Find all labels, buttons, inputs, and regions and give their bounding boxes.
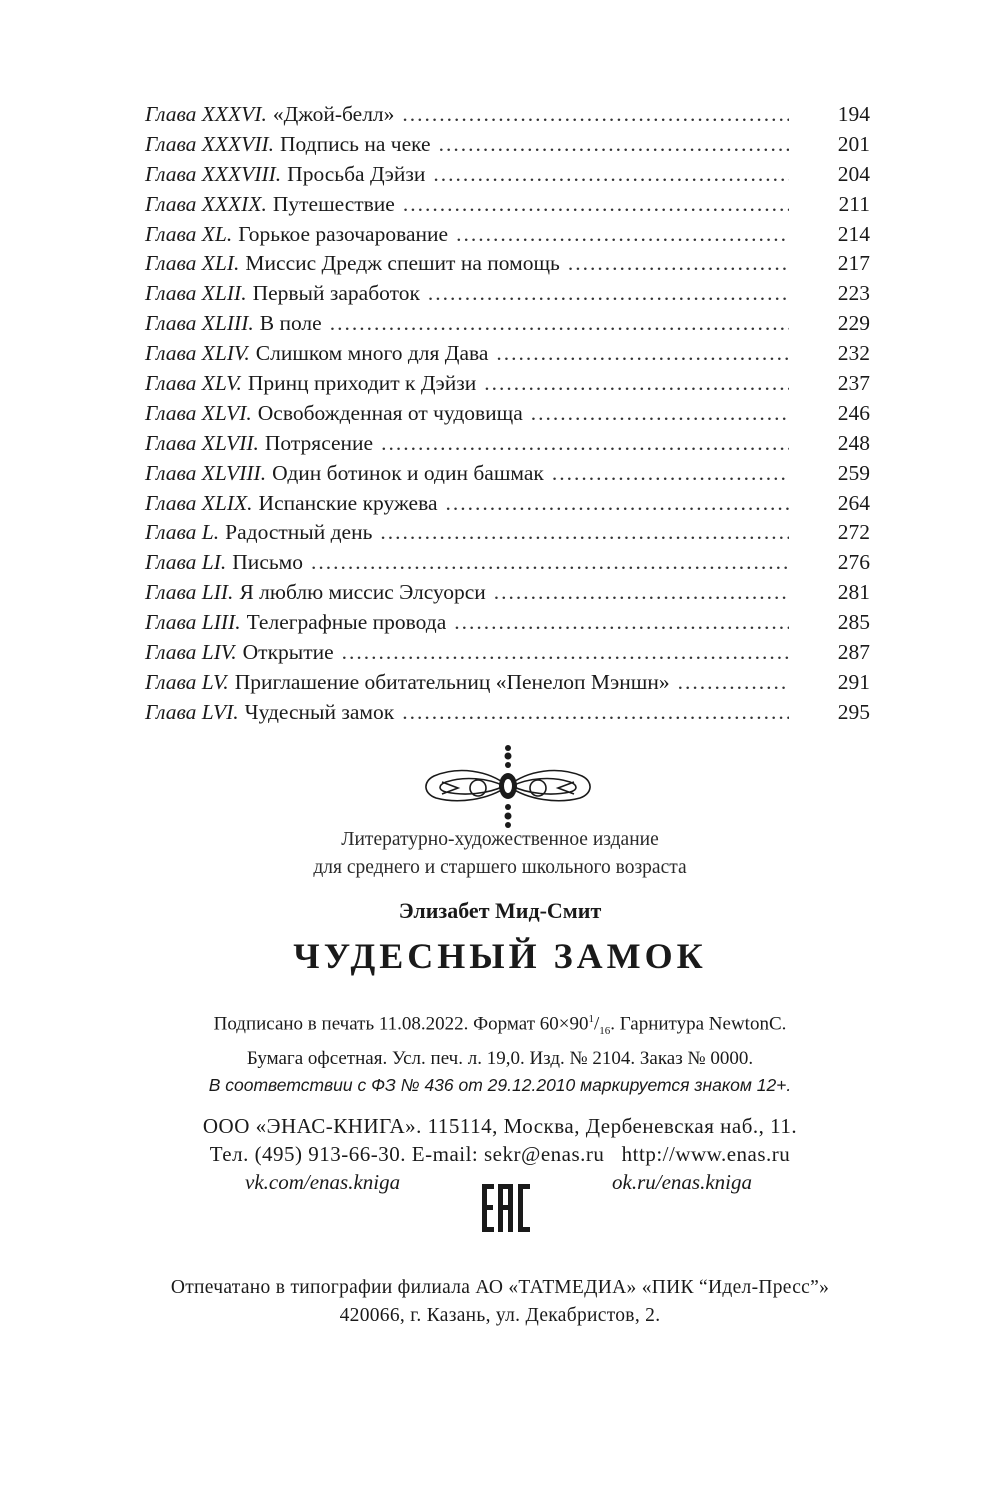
toc-page-number: 259 [837, 460, 870, 485]
toc-leader-dots [552, 459, 789, 489]
toc-entry [145, 160, 870, 190]
book-title: ЧУДЕСНЫЙ ЗАМОК [293, 936, 707, 976]
toc-page-number: 264 [837, 490, 870, 515]
publisher-block [0, 1112, 1000, 1168]
toc-leader-dots [381, 429, 789, 459]
printer-block [0, 1274, 1000, 1330]
toc-page-number: 248 [837, 430, 870, 455]
toc-chapter-number: Глава LII. [145, 580, 234, 605]
toc-entry [145, 249, 870, 279]
toc-leader-dots [484, 369, 789, 399]
toc-entry [145, 369, 870, 399]
toc-chapter-title: Радостный день [225, 520, 373, 545]
toc-chapter-title: Подпись на чеке [280, 131, 431, 156]
toc-chapter-title: Освобожденная от чудовища [257, 400, 523, 425]
toc-leader-dots [402, 100, 789, 130]
toc-chapter-number: Глава XLVI. [145, 400, 252, 425]
toc-leader-dots [403, 190, 789, 220]
toc-chapter-title: Первый заработок [252, 281, 420, 306]
toc-page-number: 223 [837, 281, 870, 306]
toc-chapter-title: Путешествие [272, 191, 395, 216]
toc-chapter-number: Глава XLI. [145, 251, 240, 276]
publisher-line-1: ООО «ЭНАС-КНИГА». 115114, Москва, Дербеневская наб., 11. [202, 1114, 798, 1138]
genre-line-1: Литературно-художественное издание [341, 829, 659, 850]
toc-chapter-title: Горькое разочарование [238, 221, 449, 246]
toc-chapter-title: Потрясение [264, 430, 374, 455]
toc-chapter-number: Глава XLIII. [145, 311, 254, 336]
toc-entry [145, 279, 870, 309]
toc-chapter-number: Глава XLII. [145, 281, 247, 306]
toc-entry [145, 100, 870, 130]
toc-page-number: 204 [837, 161, 870, 186]
toc-chapter-title: Один ботинок и один башмак [272, 460, 544, 485]
vk-link[interactable]: vk.com/enas.kniga [245, 1170, 401, 1194]
toc-chapter-title: Просьба Дэйзи [287, 161, 426, 186]
toc-page-number: 211 [838, 191, 870, 216]
toc-page-number: 291 [837, 669, 870, 694]
toc-entry [145, 608, 870, 638]
toc-chapter-title: Открытие [242, 640, 334, 665]
ornament-divider [418, 742, 598, 832]
imprint-line-1: Подписано в печать 11.08.2022. Формат $60\times 90^1/_{16}$. Гарнитура NewtonC. [213, 1013, 787, 1038]
toc-entry [145, 578, 870, 608]
toc-chapter-title: Приглашение обитательниц «Пенелоп Мэншн» [234, 669, 670, 694]
toc-leader-dots [433, 160, 789, 190]
toc-entry [145, 190, 870, 220]
toc-entry [145, 489, 870, 519]
eac-mark-icon [480, 1182, 532, 1234]
toc-leader-dots [494, 578, 789, 608]
toc-entry [145, 429, 870, 459]
toc-leader-dots [568, 249, 789, 279]
toc-entry [145, 339, 870, 369]
toc-chapter-number: Глава XXXVII. [145, 131, 275, 156]
toc-chapter-number: Глава XLIX. [145, 490, 253, 515]
toc-leader-dots [402, 698, 789, 728]
toc-leader-dots [454, 608, 789, 638]
toc-chapter-title: В поле [259, 311, 322, 336]
toc-leader-dots [456, 220, 789, 250]
toc-chapter-number: Глава LIV. [145, 640, 237, 665]
table-of-contents [145, 100, 870, 728]
toc-page-number: 237 [837, 371, 870, 396]
toc-chapter-number: Глава XLVII. [145, 430, 259, 455]
printer-line-2: 420066, г. Казань, ул. Декабристов, 2. [339, 1305, 661, 1326]
toc-leader-dots [342, 638, 789, 668]
toc-leader-dots [531, 399, 789, 429]
toc-chapter-number: Глава XXXVIII. [145, 161, 282, 186]
publisher-line-2: Тел. (495) 913-66-30. E-mail: sekr@enas.ru http://www.enas.ru [209, 1142, 791, 1166]
toc-chapter-number: Глава XXXVI. [145, 102, 267, 126]
genre-line-2: для среднего и старшего школьного возраста [313, 857, 687, 878]
toc-chapter-number: Глава XL. [145, 221, 233, 246]
toc-entry [145, 130, 870, 160]
toc-entry [145, 638, 870, 668]
toc-page-number: 194 [837, 102, 870, 126]
toc-leader-dots [439, 130, 789, 160]
toc-chapter-number: Глава XLV. [145, 371, 242, 396]
toc-leader-dots [678, 668, 789, 698]
toc-entry [145, 399, 870, 429]
toc-chapter-title: Я люблю миссис Элсуорси [239, 580, 486, 605]
toc-chapter-title: Телеграфные провода [246, 610, 447, 635]
toc-leader-dots [311, 548, 789, 578]
toc-entry [145, 668, 870, 698]
toc-page-number: 281 [837, 580, 870, 605]
toc-page-number: 276 [837, 550, 870, 575]
toc-leader-dots [330, 309, 789, 339]
toc-chapter-number: Глава LVI. [145, 699, 239, 724]
toc-leader-dots [496, 339, 789, 369]
toc-chapter-title: Миссис Дредж спешит на помощь [245, 251, 560, 276]
toc-entry [145, 548, 870, 578]
toc-page-number: 287 [837, 640, 870, 665]
toc-chapter-title: Письмо [232, 550, 304, 575]
toc-chapter-number: Глава L. [145, 520, 220, 545]
toc-entry [145, 518, 870, 548]
genre-note [0, 826, 1000, 882]
toc-chapter-title: «Джой-белл» [272, 102, 395, 126]
toc-chapter-title: Испанские кружева [258, 490, 438, 515]
toc-leader-dots [446, 489, 790, 519]
toc-chapter-number: Глава LV. [145, 669, 229, 694]
imprint-line-2: Бумага офсетная. Усл. печ. л. 19,0. Изд. № 2104. Заказ № 0000. [246, 1048, 754, 1070]
printer-line-1: Отпечатано в типографии филиала АО «ТАТМЕДИА» «ПИК “Идел-Пресс”» [170, 1277, 830, 1298]
toc-page-number: 214 [837, 221, 870, 246]
toc-page-number: 201 [837, 131, 870, 156]
toc-page-number: 217 [837, 251, 870, 276]
format-sub: 16 [599, 1025, 611, 1038]
toc-chapter-number: Глава LI. [145, 550, 227, 575]
toc-chapter-title: Принц приходит к Дэйзи [247, 371, 477, 396]
toc-chapter-number: Глава XLVIII. [145, 460, 267, 485]
toc-page-number: 246 [837, 400, 870, 425]
toc-chapter-title: Чудесный замок [244, 699, 395, 724]
toc-chapter-number: Глава XLIV. [145, 341, 250, 366]
toc-entry [145, 698, 870, 728]
imprint-block [0, 1006, 1000, 1099]
toc-page-number: 232 [837, 341, 870, 366]
author-name: Элизабет Мид-Смит [398, 898, 602, 923]
toc-page-number: 285 [837, 610, 870, 635]
toc-page-number: 272 [837, 520, 870, 545]
toc-entry [145, 309, 870, 339]
toc-page-number: 229 [837, 311, 870, 336]
toc-entry [145, 220, 870, 250]
toc-entry [145, 459, 870, 489]
toc-page-number: 295 [837, 699, 870, 724]
imprint-line-3: В соответствии с ФЗ № 436 от 29.12.2010 маркируется знаком 12+. [208, 1075, 792, 1096]
toc-chapter-number: Глава XXXIX. [145, 191, 267, 216]
toc-leader-dots [380, 518, 789, 548]
toc-chapter-title: Слишком много для Дава [255, 341, 489, 366]
toc-leader-dots [428, 279, 789, 309]
format-sup: 1 [588, 1013, 594, 1025]
socials-row [0, 1170, 1000, 1240]
toc-chapter-number: Глава LIII. [145, 610, 241, 635]
ok-link[interactable]: ok.ru/enas.kniga [612, 1170, 752, 1194]
